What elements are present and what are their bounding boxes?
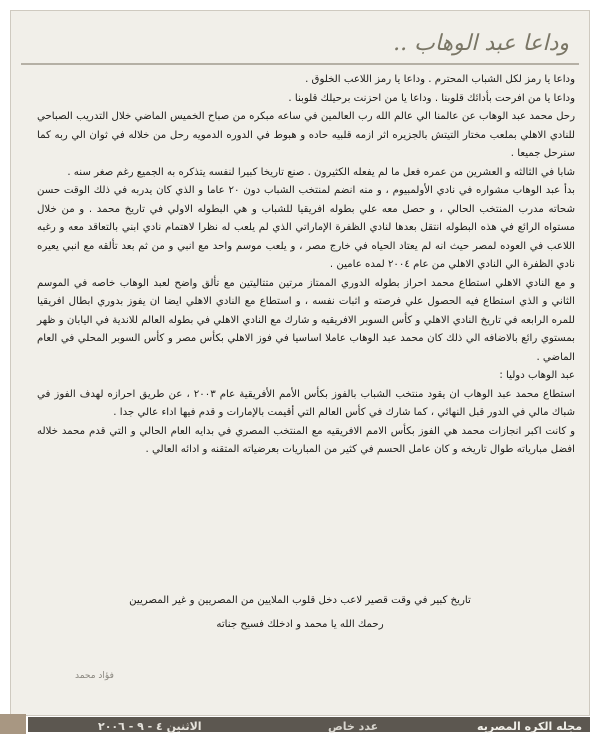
issue-label: عدد خاص: [328, 720, 379, 733]
author-signature: فؤاد محمد: [75, 671, 114, 681]
article-panel: [10, 10, 590, 716]
article-title: وداعا عبد الوهاب ..: [393, 31, 569, 56]
closing-line: رحمك الله يا محمد و ادخلك فسيح جناته: [216, 619, 384, 630]
paragraph: و مع النادي الاهلي استطاع محمد احراز بطوله الدوري الممتاز مرتين متتاليتين مع تألق واضح لعبد الوهاب خاصه في الموسم الثاني و الذي استطاع فيه الحصول علي فرصته و اثبات نفسه ، و استطاع مع النادي الاهلي ايضا ان يفوز بدوري ابطال افريقيا للمره الرابعه في تاريخ النادي الاهلي و كأس السوبر الافريقيه و شارك مع النادي الاهلي في بطوله العالم للاندية في اليابان و ظهر بمستوي رائع بالاضافه الي ذلك كان محمد عبد الوهاب عاملا اساسيا في فوز الاهلي بكأس مصر و كأس السوبر المحلي في العام الماضي .: [37, 277, 575, 363]
footer-accent-block: [0, 714, 26, 734]
publication-name: مجله الكره المصريه: [477, 720, 582, 733]
paragraph: بدأ عبد الوهاب مشواره في نادي الأولمبيوم ، و منه انضم لمنتخب الشباب دون ٢٠ عاما و الذي كان يدربه في ذلك الوقت حسن شحاته مدرب المنتخب الحالي ، و حصل معه علي بطوله افريقيا للشباب و هي البطوله الاولي في تاريخ محمد . و من خلال مستواه الرائع في هذه البطوله انتقل بعدها لنادي الظفرة الإماراتي الذي لم يلعب له نظرا لاهتمام نادي ابني بالتعاقد معه و رغبه اللاعب في العوده لمصر حيث انه لم يعتاد الحياه في خارج مصر ، و يلعب موسم واحد مع انبي و من ثم بعد تألقه مع انبي يعيره نادي الظفرة الي النادي الاهلي من عام ٢٠٠٤ لمده عامين .: [37, 185, 576, 270]
article-body: [37, 71, 575, 460]
closing-block: [31, 589, 569, 637]
paragraph: استطاع محمد عبد الوهاب ان يقود منتخب الشباب بالفوز بكأس الأمم الأفريقية عام ٢٠٠٣ ، عن طريق احرازه لهدف الفوز في شباك مالي في الدور قبل النهائي ، كما شارك في كأس العالم التي أقيمت بالإمارات و قدم فيها اداء عالي جدا .: [37, 388, 575, 418]
title-divider: [21, 63, 579, 65]
closing-line: تاريخ كبير في وقت قصير لاعب دخل قلوب الملايين من المصريين و غير المصريين: [129, 595, 471, 606]
footer-bar: [0, 714, 600, 736]
paragraph: رحل محمد عبد الوهاب عن عالمنا الي عالم الله رب العالمين في ساعه مبكره من صباح الخميس الماضي خلال التدريب الصباحي للنادي الاهلي بملعب مختار التيتش بالجزيره اثر ازمه قلبيه حاده و هبوط في الدوره الدمويه رحل من خلاله في ثوان الي ربه كما سنرحل جميعا .: [37, 111, 575, 159]
paragraph: و كانت اكبر انجازات محمد هي الفوز بكأس الامم الافريقيه مع المنتخب المصري في بدايه العام الحالي و التي قدم محمد خلاله افضل مبارياته طوال تاريخه و كان عامل الحسم في كثير من المباريات بعرضياته المتقنه و ادائه العالي .: [37, 425, 575, 455]
issue-date: الاثنين ٤ - ٩ - ٢٠٠٦: [98, 720, 202, 733]
footer-strip: [28, 717, 590, 732]
paragraph: وداعا يا رمز لكل الشباب المحترم . وداعا يا رمز اللاعب الخلوق .: [305, 74, 575, 85]
paragraph: شابا في الثالثه و العشرين من عمره فعل ما لم يفعله الكثيرون . صنع تاريخا كبيرا لنفسه يتذكره به الجميع رغم صغر سنه .: [67, 166, 575, 178]
paragraph: وداعا يا من افرحت بأدائك قلوبنا . وداعا يا من احزنت برحيلك قلوبنا .: [288, 92, 575, 104]
section-heading: عبد الوهاب دوليا :: [499, 370, 575, 381]
